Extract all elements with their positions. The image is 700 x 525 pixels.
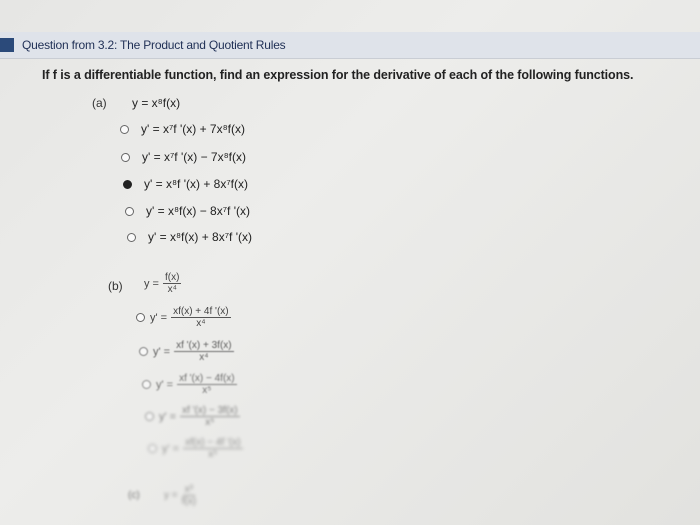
option-lhs: y' = <box>150 311 168 324</box>
denominator: x⁴ <box>167 284 177 295</box>
numerator: x³ <box>184 484 194 495</box>
question-source-title: Question from 3.2: The Product and Quotient Rules <box>22 38 286 52</box>
option-lhs: y' = <box>156 378 174 391</box>
part-b-option-4[interactable] <box>145 405 240 428</box>
option-text: y' = x⁸f(x) + 8x⁷f '(x) <box>148 230 252 244</box>
denominator: x⁵ <box>202 385 212 396</box>
numerator: xf '(x) + 3f(x) <box>176 340 232 351</box>
part-a-option-2[interactable] <box>121 148 246 166</box>
radio-button[interactable] <box>145 412 154 421</box>
denominator: f(x) <box>181 496 197 507</box>
part-b-option-2[interactable] <box>139 340 234 363</box>
fraction <box>171 306 231 329</box>
numerator: xf(x) + 4f '(x) <box>173 306 229 317</box>
numerator: xf '(x) − 4f(x) <box>179 373 235 384</box>
radio-button[interactable] <box>127 233 136 242</box>
part-a-option-4[interactable] <box>125 202 250 220</box>
part-b-label: (b) <box>108 279 123 293</box>
numerator: xf '(x) − 3f(x) <box>182 405 238 416</box>
radio-button[interactable] <box>142 380 151 389</box>
radio-button[interactable] <box>148 444 157 453</box>
part-a-option-5[interactable] <box>127 228 252 246</box>
part-a-option-3[interactable] <box>123 175 248 193</box>
radio-button[interactable] <box>121 153 130 162</box>
function-lhs: y = <box>164 490 178 501</box>
question-prompt <box>38 68 633 82</box>
radio-button-selected[interactable] <box>123 180 132 189</box>
numerator: xf(x) − 4f '(x) <box>185 437 241 448</box>
radio-button[interactable] <box>120 125 129 134</box>
fraction <box>163 272 181 295</box>
part-a-function: y = x⁸f(x) <box>132 96 181 110</box>
part-a-option-1[interactable] <box>120 120 245 138</box>
denominator: x⁵ <box>205 417 215 428</box>
radio-button[interactable] <box>136 313 145 322</box>
question-number-marker <box>0 38 14 52</box>
option-lhs: y' = <box>159 410 177 423</box>
fraction <box>182 484 196 507</box>
radio-button[interactable] <box>139 347 148 356</box>
part-c-function <box>164 484 196 507</box>
option-text: y' = x⁸f(x) − 8x⁷f '(x) <box>146 204 250 218</box>
option-lhs: y' = <box>162 442 180 455</box>
numerator: f(x) <box>164 272 180 283</box>
fraction <box>174 340 234 363</box>
radio-button[interactable] <box>125 207 134 216</box>
denominator: x⁴ <box>196 318 206 329</box>
option-lhs: y' = <box>153 345 171 358</box>
question-text: If f is a differentiable function, find an expression for the derivative of each of the following functions. <box>42 68 634 82</box>
part-b-option-5[interactable] <box>148 437 243 460</box>
option-text: y' = x⁷f '(x) + 7x⁸f(x) <box>141 122 245 136</box>
part-b-option-1[interactable] <box>136 306 231 329</box>
option-text: y' = x⁸f '(x) + 8x⁷f(x) <box>144 177 248 191</box>
option-text: y' = x⁷f '(x) − 7x⁸f(x) <box>142 150 246 164</box>
part-a-label: (a) <box>92 96 107 110</box>
part-b-function <box>144 272 181 295</box>
part-c-label: (c) <box>128 490 140 501</box>
function-lhs: y = <box>144 277 159 290</box>
question-header <box>0 32 700 59</box>
fraction <box>177 373 237 396</box>
fraction <box>183 437 243 460</box>
denominator: x⁴ <box>199 352 209 363</box>
denominator: x⁵ <box>208 449 218 460</box>
part-b-option-3[interactable] <box>142 373 237 396</box>
fraction <box>180 405 240 428</box>
